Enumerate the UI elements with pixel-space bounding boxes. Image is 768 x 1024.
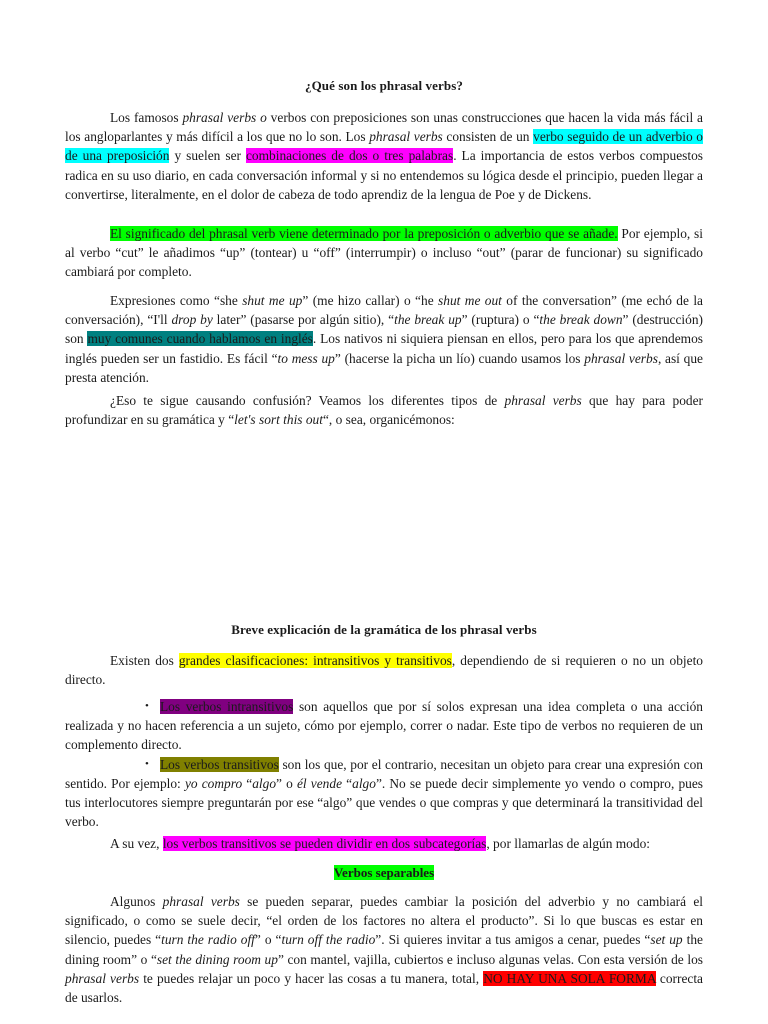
highlight-teal: muy comunes cuando hablamos en inglés xyxy=(87,331,313,347)
italic-text: algo xyxy=(352,775,376,791)
text: . La importancia de estos verbos compuestos radica en su uso diario, en cada conversación informal y si no entendemos su lógica desde el principio, pueden llegar a convertirse, literalmente, en el dolor de cabeza de todo aprendiz de la lengua de Poe y de Dickens. xyxy=(65,148,703,202)
italic-text: the break down xyxy=(539,312,623,328)
highlight-cyan: verbo seguido de un adverbio o de una preposición xyxy=(65,129,703,164)
italic-text: turn the radio off xyxy=(161,932,255,948)
italic-text: phrasal verbs xyxy=(65,970,140,986)
paragraph-confusion xyxy=(65,391,703,429)
text: ” (destrucción) son xyxy=(65,312,703,347)
highlight-green: El significado del phrasal verb viene determinado por la preposición o adverbio que se añade. xyxy=(110,226,618,241)
italic-text: phrasal verbs xyxy=(504,393,582,408)
text: ”. Si quieres invitar a tus amigos a cenar, puedes “ xyxy=(375,932,651,948)
text: “ xyxy=(342,775,353,791)
text: Existen dos xyxy=(110,653,179,668)
highlight-magenta: los verbos transitivos se pueden dividir en dos subcategorías xyxy=(162,836,487,851)
list-item xyxy=(65,697,703,755)
italic-text: the break up xyxy=(394,312,462,328)
text: son los que, por el contrario, necesitan un objeto para crear una expresión con sentido. Por ejemplo: xyxy=(65,756,703,791)
text: ” o “ xyxy=(254,932,282,948)
list-item xyxy=(65,755,703,832)
text: , así que presta atención. xyxy=(65,350,703,385)
paragraph-separable xyxy=(65,892,703,1007)
bullet-icon: • xyxy=(145,700,149,712)
text: ” (me hizo callar) o “he xyxy=(302,293,439,308)
text: ” con mantel, vajilla, cubiertos e incluso algunas velas. Con esta versión de los xyxy=(277,951,703,967)
highlight-red: NO HAY UNA SOLA FORMA xyxy=(483,970,656,986)
italic-text: set the dining room up xyxy=(156,951,278,967)
section-title: Breve explicación de la gramática de los phrasal verbs xyxy=(231,622,537,637)
paragraph-expressions xyxy=(65,291,703,387)
text: Los famosos xyxy=(110,110,183,125)
italic-text: shut me up xyxy=(242,293,303,308)
highlight-magenta: combinaciones de dos o tres palabras xyxy=(245,148,454,164)
highlight-purple: Los verbos intransitivos xyxy=(160,699,294,714)
text: the dining room” o “ xyxy=(65,932,703,967)
italic-text: shut me out xyxy=(438,293,502,308)
text: verbos con preposiciones son unas construcciones que hacen la vida más fácil a los angloparlantes y más difícil a los que no lo son. Los xyxy=(65,110,703,145)
text: y suelen ser xyxy=(169,148,246,164)
italic-text: to mess up xyxy=(277,350,335,366)
italic-text: turn off the radio xyxy=(281,932,376,948)
highlight-olive: Los verbos transitivos xyxy=(160,756,279,772)
text: , dependiendo de si requieren o no un objeto directo. xyxy=(65,653,704,688)
italic-text: phrasal verbs xyxy=(369,129,443,145)
paragraph-classifications xyxy=(65,651,703,689)
text: que hay para poder profundizar en su gramática y “ xyxy=(65,393,704,428)
text: “, o sea, organicémonos: xyxy=(322,412,455,428)
italic-text: let's sort this out xyxy=(234,412,323,428)
italic-text: algo xyxy=(252,775,277,791)
text: te puedes relajar un poco y hacer las cosas a tu manera, total, xyxy=(139,970,484,986)
text: ” (ruptura) o “ xyxy=(461,312,540,328)
bullet-icon: • xyxy=(145,757,149,770)
separable-verbs-heading xyxy=(0,865,768,881)
text: se pueden separar, puedes cambiar la posición del adverbio y no cambiará el significado, o como se suele decir, “el orden de los factores no altera el producto”. Si lo que buscas es estar en silencio, puedes “ xyxy=(65,894,703,948)
text: later” (pasarse por algún sitio), “ xyxy=(212,312,395,328)
text: ” o xyxy=(276,775,297,791)
text: . Los nativos ni siquiera piensan en ellos, pero para los que aprendemos inglés pueden ser un fastidio. Es fácil “ xyxy=(65,331,703,366)
italic-text: él vende xyxy=(296,775,343,791)
text: of the conversation” (me echó de la conversación), “I'll xyxy=(65,293,703,328)
verb-types-list xyxy=(65,697,703,831)
text: Por ejemplo, si al verbo “cut” le añadimos “up” (tontear) u “off” (interrumpir) o incluso “out” (parar de funcionar) su significado cambiará por completo. xyxy=(65,226,703,280)
text: ” (hacerse la picha un lío) cuando usamos los xyxy=(334,350,585,366)
italic-text: phrasal verbs xyxy=(162,894,240,909)
italic-text: phrasal verbs xyxy=(584,350,658,366)
main-title: ¿Qué son los phrasal verbs? xyxy=(304,78,463,93)
text: Expresiones como “she xyxy=(110,293,243,308)
paragraph-subcategories xyxy=(65,834,703,853)
italic-text: yo compro xyxy=(184,775,243,791)
italic-text: phrasal verbs o xyxy=(182,110,267,125)
text: Algunos xyxy=(110,894,163,909)
paragraph-meaning xyxy=(65,224,703,282)
text: correcta de usarlos. xyxy=(65,970,703,1006)
text: son aquellos que por sí solos expresan una idea completa o una acción realizada y no hacen referencia a un sujeto, cómo por ejemplo, correr o nadar. Este tipo de verbos no requieren de un complemento directo. xyxy=(65,699,703,753)
paragraph-intro xyxy=(65,108,703,204)
text: “ xyxy=(242,775,253,791)
italic-text: drop by xyxy=(171,312,213,328)
text: , por llamarlas de algún modo: xyxy=(486,836,650,851)
text: consisten de un xyxy=(442,129,534,145)
italic-text: set up xyxy=(650,932,683,948)
text: ¿Eso te sigue causando confusión? Veamos los diferentes tipos de xyxy=(110,393,505,408)
highlight-yellow: grandes clasificaciones: intransitivos y transitivos xyxy=(178,653,452,668)
text: A su vez, xyxy=(110,836,163,851)
highlight-green: Verbos separables xyxy=(333,865,435,880)
text: ”. No se puede decir simplemente yo vendo o compro, pues tus interlocutores siempre preguntarán por ese “algo” que vendes o que compras y que determinará la transitividad del verbo. xyxy=(65,775,703,830)
